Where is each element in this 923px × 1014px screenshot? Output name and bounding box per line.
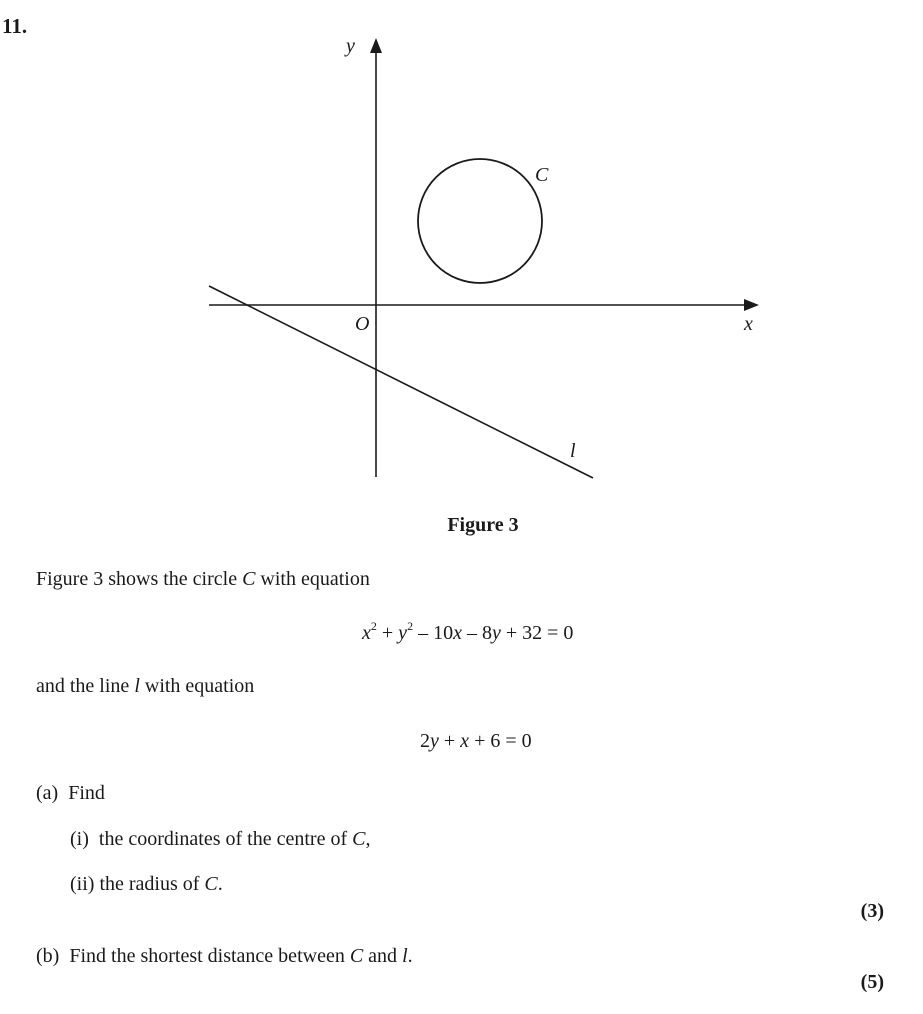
circle-c — [418, 159, 542, 283]
part-a: (a) Find — [36, 782, 105, 804]
line-intro-text: and the line l with equation — [36, 675, 255, 697]
intro-text: Figure 3 shows the circle C with equation — [36, 568, 370, 590]
y-axis-label: y — [346, 35, 355, 57]
part-a-ii: (ii) the radius of C. — [70, 873, 223, 895]
line-l — [209, 286, 593, 478]
figure-caption: Figure 3 — [447, 514, 519, 536]
part-b-marks: (5) — [860, 971, 884, 993]
x-axis-label: x — [744, 313, 753, 335]
line-label: l — [570, 440, 576, 462]
y-axis-arrow-icon — [370, 38, 382, 53]
circle-label: C — [535, 164, 549, 186]
line-equation: 2y + x + 6 = 0 — [420, 730, 532, 752]
origin-label: O — [355, 313, 370, 335]
circle-equation: $x^2 + y^2 - 10x - 8y + 32 = 0$ — [362, 619, 574, 644]
part-a-i: (i) the coordinates of the centre of C, — [70, 828, 371, 850]
part-b: (b) Find the shortest distance between C and l. — [36, 945, 413, 967]
x-axis-arrow-icon — [744, 299, 759, 311]
part-a-marks: (3) — [860, 900, 884, 922]
question-number: 11. — [2, 14, 28, 38]
figure-3-diagram — [0, 0, 923, 500]
